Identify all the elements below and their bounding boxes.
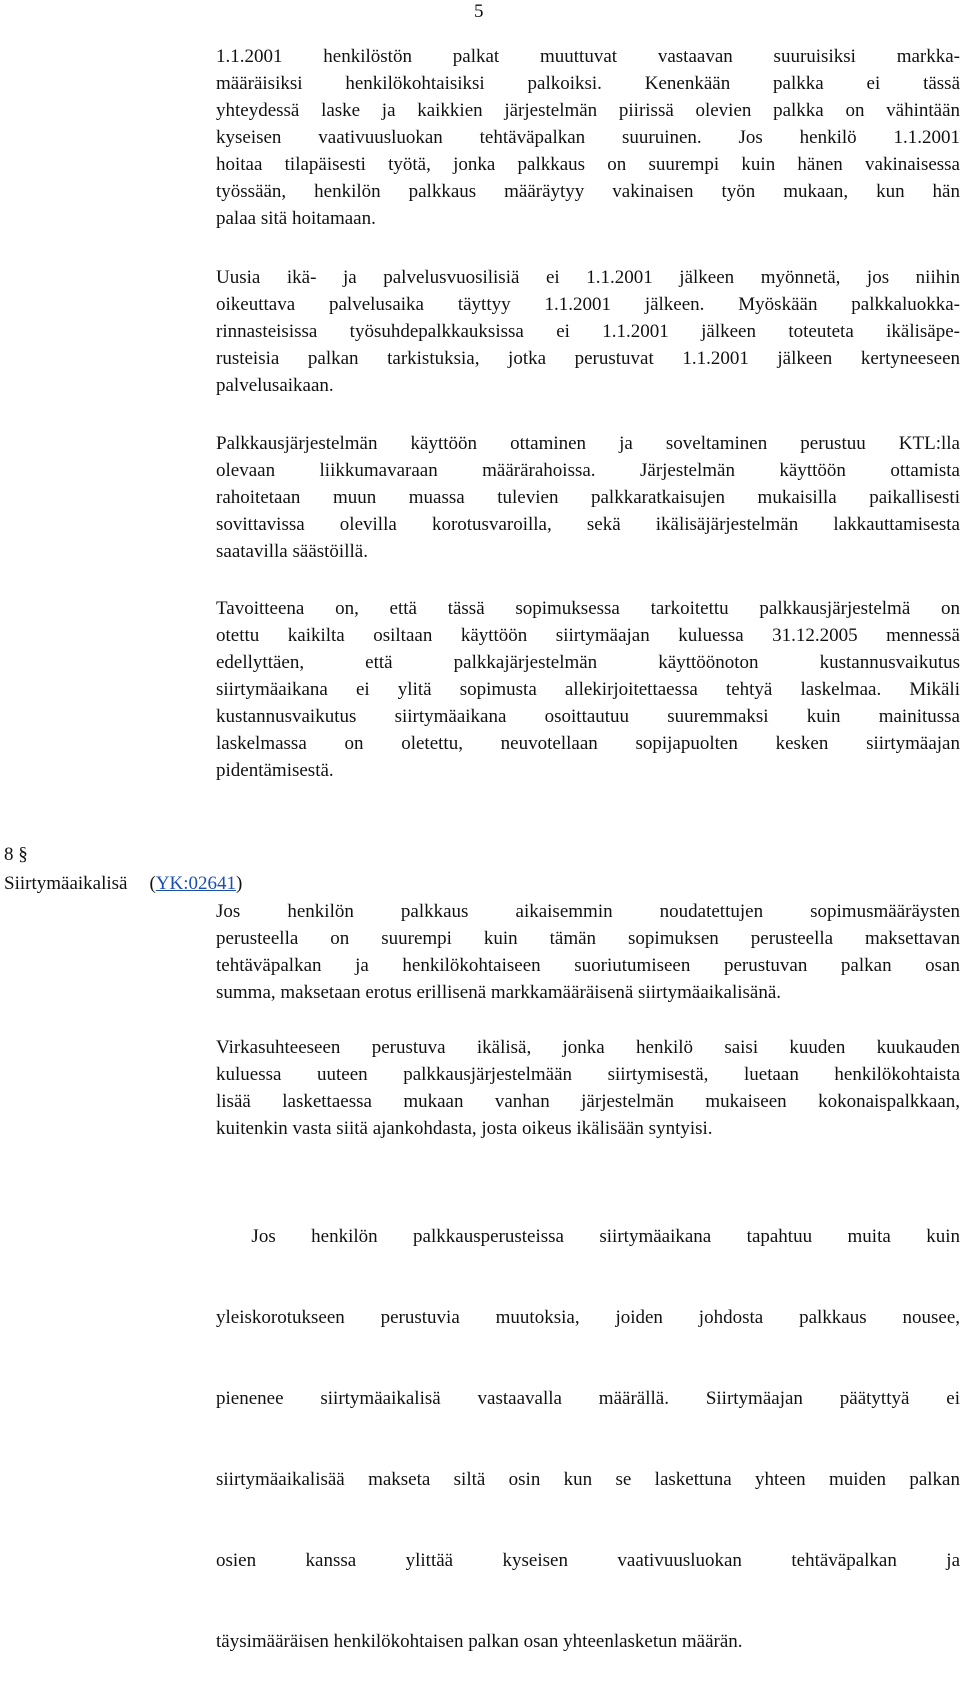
text-line: osien kanssa ylittää kyseisen vaativuusluokan tehtäväpalkan ja (216, 1550, 960, 1571)
paragraph-funding (216, 430, 960, 565)
text-line: rinnasteisissa työsuhdepalkkauksissa ei 1.1.2001 jälkeen toteuteta ikälisäpe- (216, 321, 960, 342)
section-heading (4, 870, 242, 897)
paragraph-goal (216, 595, 960, 784)
text-line: Virkasuhteeseen perustuva ikälisä, jonka henkilö saisi kuuden kuukauden (216, 1037, 960, 1058)
text-line: Jos henkilön palkkausperusteissa siirtymäaikana tapahtuu muita kuin (216, 1226, 960, 1247)
text-line: rusteisia palkan tarkistuksia, jotka perustuvat 1.1.2001 jälkeen kertyneeseen (216, 348, 960, 369)
reference-open-paren: ( (149, 873, 156, 894)
section-number: 8 § (4, 844, 28, 865)
text-line: määräisiksi henkilökohtaisiksi palkoiksi. Kenenkään palkka ei tässä (216, 73, 960, 94)
paragraph-seniority-bonuses (216, 264, 960, 399)
section-paragraph-changes (216, 1169, 960, 1682)
text-line: oikeuttava palvelusaika täyttyy 1.1.2001 jälkeen. Myöskään palkkaluokka- (216, 294, 960, 315)
text-line: täysimääräisen henkilökohtaisen palkan osan yhteenlasketun määrän. (216, 1631, 743, 1652)
text-line: rahoitetaan muun muassa tulevien palkkaratkaisujen mukaisilla paikallisesti (216, 487, 960, 508)
text-line: 1.1.2001 henkilöstön palkat muuttuvat vastaavan suuruisiksi markka- (216, 46, 960, 67)
text-line: Uusia ikä- ja palvelusvuosilisiä ei 1.1.2001 jälkeen myönnetä, jos niihin (216, 267, 960, 288)
text-line: tehtäväpalkan ja henkilökohtaiseen suoriutumiseen perustuvan palkan osan (216, 955, 960, 976)
text-line: Jos henkilön palkkaus aikaisemmin noudatettujen sopimusmääräysten (216, 901, 960, 922)
text-line: yleiskorotukseen perustuvia muutoksia, joiden johdosta palkkaus nousee, (216, 1307, 960, 1328)
text-line: kyseisen vaativuusluokan tehtäväpalkan suuruinen. Jos henkilö 1.1.2001 (216, 127, 960, 148)
text-line: saatavilla säästöillä. (216, 541, 368, 562)
text-line: edellyttäen, että palkkajärjestelmän käyttöönoton kustannusvaikutus (216, 652, 960, 673)
section-paragraph-difference (216, 898, 960, 1006)
text-line: lisää laskettaessa mukaan vanhan järjestelmän mukaiseen kokonaispalkkaan, (216, 1091, 960, 1112)
text-line: pidentämisestä. (216, 760, 334, 781)
text-line: hoitaa tilapäisesti työtä, jonka palkkaus on suurempi kuin hänen vakinaisessa (216, 154, 960, 175)
text-line: otettu kaikilta osiltaan käyttöön siirtymäajan kuluessa 31.12.2005 mennessä (216, 625, 960, 646)
text-line: kuitenkin vasta siitä ajankohdasta, josta oikeus ikälisään syntyisi. (216, 1118, 713, 1139)
text-line: yhteydessä laske ja kaikkien järjestelmän piirissä olevien palkka on vähintään (216, 100, 960, 121)
text-line: kuluessa uuteen palkkausjärjestelmään siirtymisestä, luetaan henkilökohtaista (216, 1064, 960, 1085)
page-number: 5 (474, 1, 484, 22)
text-line: siirtymäaikalisää makseta siltä osin kun se laskettuna yhteen muiden palkan (216, 1469, 960, 1490)
text-line: perusteella on suurempi kuin tämän sopimuksen perusteella maksettavan (216, 928, 960, 949)
text-line: työssään, henkilön palkkaus määräytyy vakinaisen työn mukaan, kun hän (216, 181, 960, 202)
section-title: Siirtymäaikalisä (4, 873, 128, 894)
text-line: sovittavissa olevilla korotusvaroilla, sekä ikälisäjärjestelmän lakkauttamisesta (216, 514, 960, 535)
text-line: pienenee siirtymäaikalisä vastaavalla määrällä. Siirtymäajan päätyttyä ei (216, 1388, 960, 1409)
section-paragraph-age-bonus (216, 1034, 960, 1142)
text-line: olevaan liikkumavaraan määrärahoissa. Järjestelmän käyttöön ottamista (216, 460, 960, 481)
text-line: Tavoitteena on, että tässä sopimuksessa tarkoitettu palkkausjärjestelmä on (216, 598, 960, 619)
text-line: kustannusvaikutus siirtymäaikana osoittautuu suuremmaksi kuin mainitussa (216, 706, 960, 727)
paragraph-salary-conversion (216, 43, 960, 232)
text-line: laskelmassa on oletettu, neuvotellaan sopijapuolten kesken siirtymäajan (216, 733, 960, 754)
text-line: palaa sitä hoitamaan. (216, 208, 376, 229)
text-line: summa, maksetaan erotus erillisenä markkamääräisenä siirtymäaikalisänä. (216, 982, 782, 1003)
reference-close-paren: ) (236, 873, 243, 894)
text-line: siirtymäaikana ei ylitä sopimusta allekirjoitettaessa tehtyä laskelmaa. Mikäli (216, 679, 960, 700)
text-line: Palkkausjärjestelmän käyttöön ottaminen ja soveltaminen perustuu KTL:lla (216, 433, 960, 454)
reference-link[interactable]: YK:02641 (155, 873, 237, 894)
text-line: palvelusaikaan. (216, 375, 334, 396)
